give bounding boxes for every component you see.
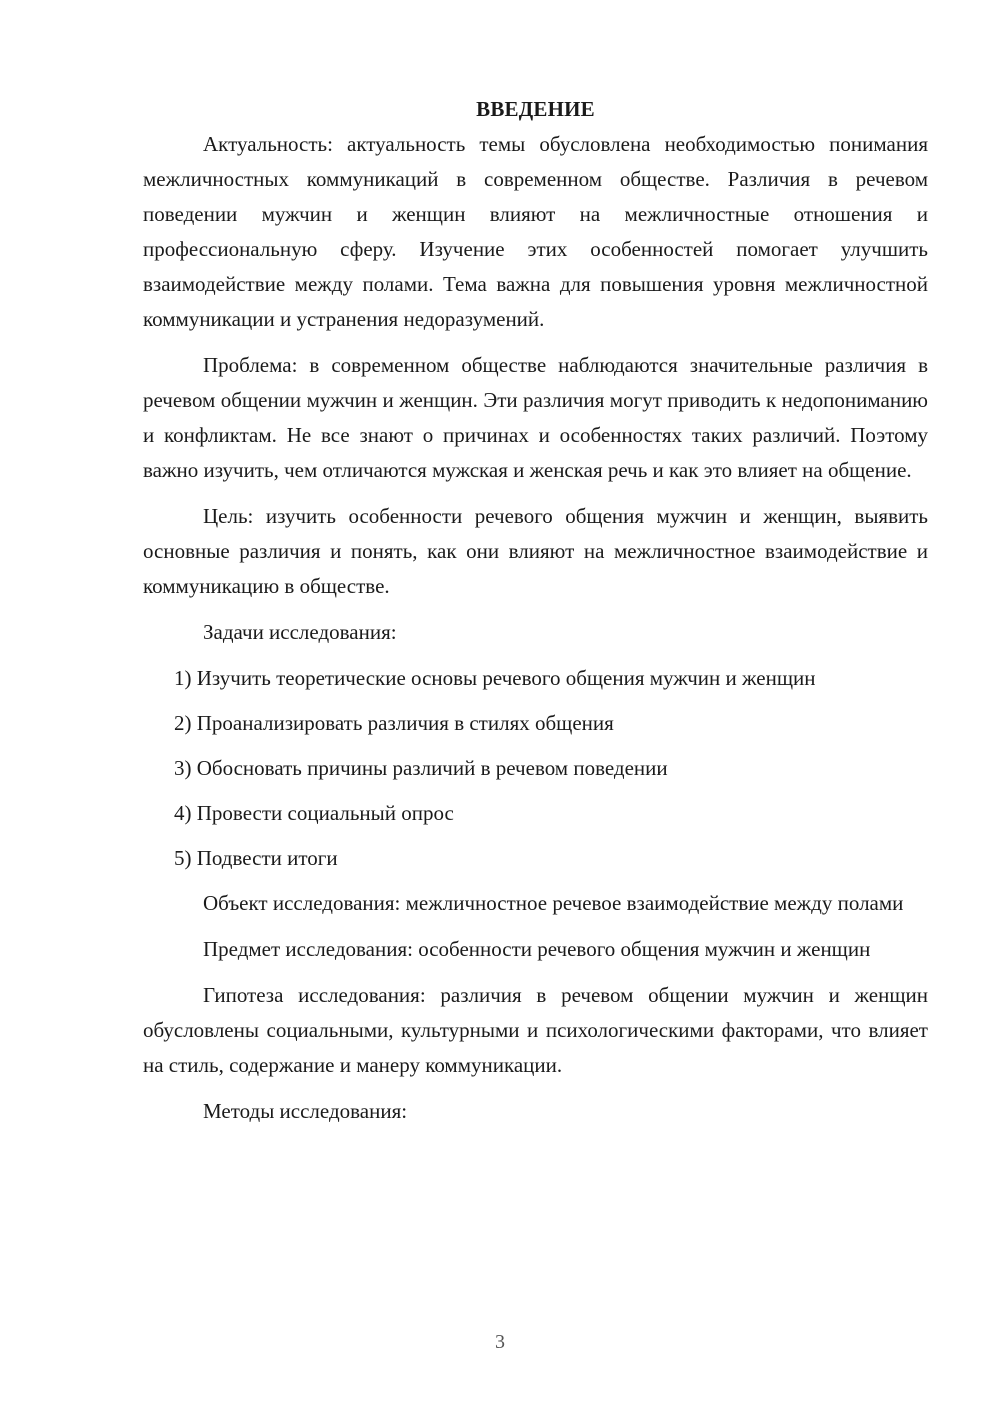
page-title: ВВЕДЕНИЕ: [476, 97, 595, 121]
paragraph-gap: [143, 650, 928, 661]
paragraph-gap: [143, 604, 928, 615]
paragraph-gap: [143, 337, 928, 348]
paragraph-relevance: Актуальность: актуальность темы обусловлена необходимостью понимания межличностных коммуникаций в современном обществе. Различия в речевом поведении мужчин и женщин влияют на межличностные отношения и профессиональную сферу. Изучение этих особенностей помогает улучшить взаимодействие между полами. Тема важна для повышения уровня межличностной коммуникации и устранения недоразумений.: [143, 132, 928, 331]
tasks-list: [143, 661, 928, 876]
task-item: 5) Подвести итоги: [174, 846, 338, 870]
task-item: 4) Провести социальный опрос: [174, 801, 454, 825]
paragraph-gap: [143, 1083, 928, 1094]
paragraph-hypothesis: Гипотеза исследования: различия в речевом общении мужчин и женщин обусловлены социальными, культурными и психологическими факторами, что влияет на стиль, содержание и манеру коммуникации.: [143, 983, 928, 1077]
page-number: 3: [495, 1331, 505, 1353]
paragraph-subject: Предмет исследования: особенности речевого общения мужчин и женщин: [203, 937, 871, 961]
paragraph-gap: [143, 921, 928, 932]
paragraph-problem: Проблема: в современном обществе наблюдаются значительные различия в речевом общении мужчин и женщин. Эти различия могут приводить к недопониманию и конфликтам. Не все знают о причинах и особенностях таких различий. Поэтому важно изучить, чем отличаются мужская и женская речь и как это влияет на общение.: [143, 353, 928, 482]
paragraph-object: Объект исследования: межличностное речевое взаимодействие между полами: [203, 891, 904, 915]
document-page: [143, 92, 928, 1129]
paragraph-tasks-heading: Задачи исследования:: [203, 620, 397, 644]
task-item: 2) Проанализировать различия в стилях общения: [174, 711, 614, 735]
paragraph-goal: Цель: изучить особенности речевого общения мужчин и женщин, выявить основные различия и понять, как они влияют на межличностное взаимодействие и коммуникацию в обществе.: [143, 504, 928, 598]
paragraph-gap: [143, 967, 928, 978]
task-item: 3) Обосновать причины различий в речевом поведении: [174, 756, 668, 780]
paragraph-gap: [143, 488, 928, 499]
task-item: 1) Изучить теоретические основы речевого общения мужчин и женщин: [174, 666, 816, 690]
paragraph-methods-heading: Методы исследования:: [203, 1099, 408, 1123]
